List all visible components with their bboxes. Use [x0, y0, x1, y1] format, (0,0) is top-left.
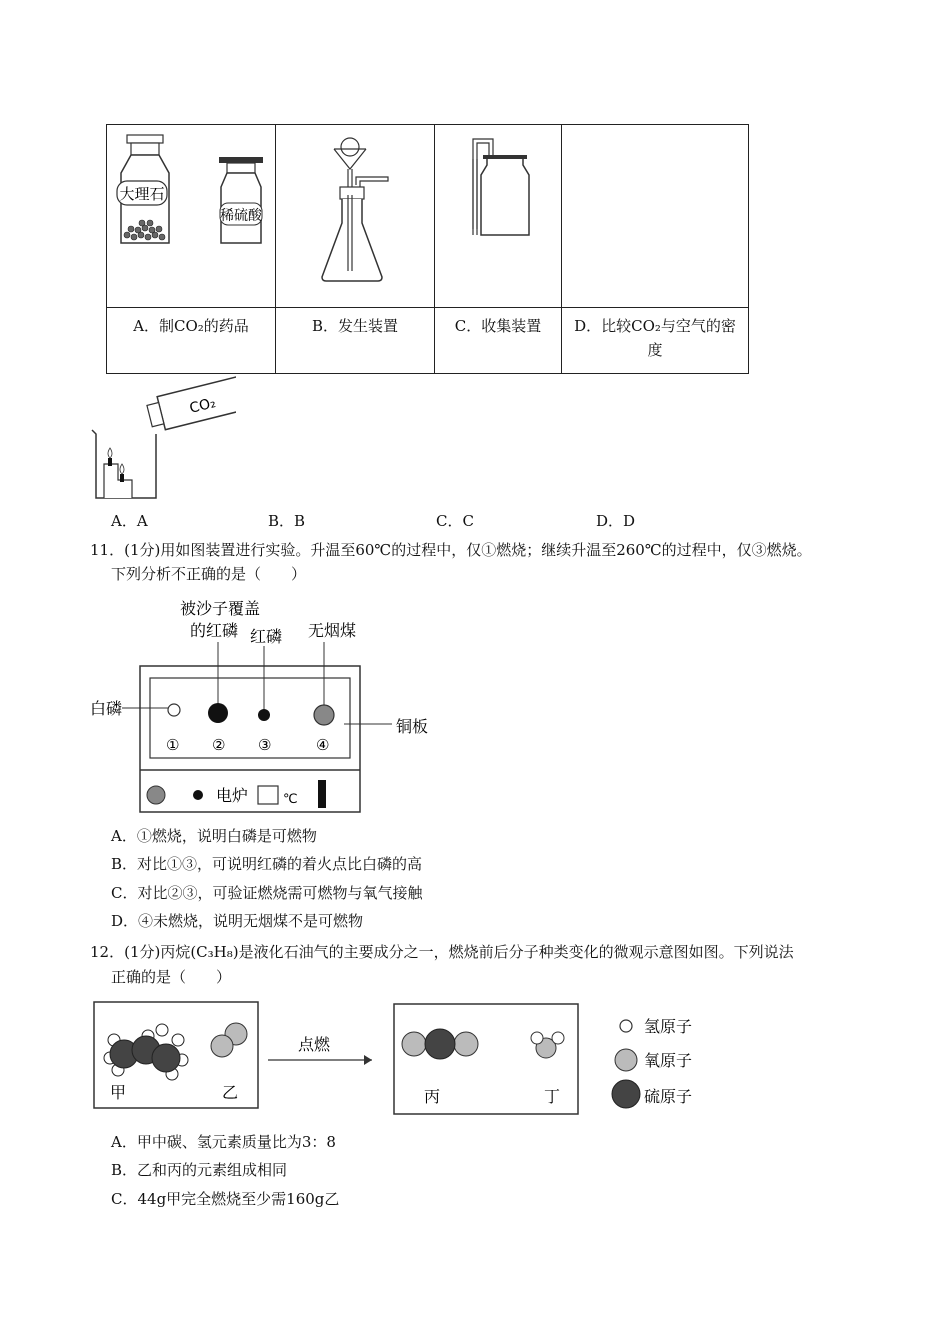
- covered-red-phosphorus-label-1: 被沙子覆盖: [180, 599, 261, 618]
- q10-cell-a-figure: [107, 125, 276, 308]
- position-4: ④: [316, 736, 330, 754]
- hydrogen-legend-label: 氢原子: [644, 1017, 693, 1036]
- marble-label: 大理石: [119, 185, 165, 203]
- acid-label: 稀硫酸: [220, 208, 262, 224]
- q10-option-d: D．D: [596, 512, 636, 530]
- q12-option-b: B．乙和丙的元素组成相同: [111, 1161, 288, 1179]
- sulfur-legend-label: 硫原子: [644, 1087, 693, 1106]
- hydrogen-legend-symbol: [620, 1020, 632, 1032]
- q12-stem-line2: 正确的是（ ）: [111, 968, 232, 986]
- furnace-switch: [318, 780, 326, 808]
- generation-apparatus-figure: [276, 125, 434, 303]
- red-phosphorus-sample: [258, 709, 270, 721]
- furnace-indicator: [193, 790, 203, 800]
- oxygen-legend-label: 氧原子: [644, 1051, 693, 1070]
- q11-stem-line2: 下列分析不正确的是（ ）: [111, 565, 307, 583]
- q10-option-b: B．B: [268, 512, 306, 530]
- q10-option-c: C．C: [436, 512, 474, 530]
- q10-options-table: [106, 124, 749, 374]
- q11-option-c: C．对比②③，可验证燃烧需可燃物与氧气接触: [111, 884, 423, 902]
- sulfur-legend-symbol: [612, 1080, 640, 1108]
- covered-red-phosphorus-label-2: 的红磷: [190, 621, 239, 640]
- oxygen-legend-symbol: [615, 1049, 637, 1071]
- q10-cell-c-figure: [435, 125, 562, 308]
- q10-cell-b-figure: [276, 125, 435, 308]
- furnace-knob: [147, 786, 165, 804]
- collection-apparatus-figure: [435, 125, 561, 303]
- q12-option-a: A．甲中碳、氢元素质量比为3：8: [111, 1133, 336, 1151]
- q11-stem-line1: 11．(1分)用如图装置进行实验。升温至60℃的过程中，仅①燃烧；继续升温至260℃的过程中，仅③燃烧。: [90, 541, 812, 559]
- co2-label: CO₂: [187, 394, 218, 417]
- combustion-apparatus-figure: [88, 594, 448, 816]
- q10-option-a: A．A: [111, 512, 148, 530]
- ignite-label: 点燃: [298, 1035, 331, 1054]
- white-phosphorus-label: 白磷: [90, 699, 123, 718]
- q11-option-a: A．①燃烧，说明白磷是可燃物: [111, 827, 317, 845]
- position-3: ③: [258, 736, 272, 754]
- q11-option-b: B．对比①③，可说明红磷的着火点比白磷的高: [111, 855, 423, 873]
- copper-plate-label: 铜板: [396, 717, 429, 736]
- reagent-bottles-figure: [107, 125, 275, 303]
- ding-label: 丁: [544, 1087, 561, 1106]
- covered-red-phosphorus-sample: [208, 703, 228, 723]
- celsius-symbol: ℃: [283, 792, 298, 807]
- temperature-display: [258, 786, 278, 804]
- jia-label: 甲: [110, 1083, 127, 1102]
- bing-label: 丙: [424, 1087, 441, 1106]
- q10-cell-d-figure: [562, 125, 749, 308]
- q10-cell-d-caption: D．比较CO₂与空气的密度: [562, 308, 749, 374]
- electric-furnace-label: 电炉: [216, 786, 249, 805]
- red-phosphorus-label: 红磷: [250, 627, 283, 646]
- position-2: ②: [212, 736, 226, 754]
- q10-cell-c-caption: C．收集装置: [435, 308, 562, 374]
- white-phosphorus-sample: [168, 704, 180, 716]
- co2-density-figure: [86, 374, 236, 504]
- q10-cell-a-caption: A．制CO₂的药品: [107, 308, 276, 374]
- anthracite-sample: [314, 705, 334, 725]
- anthracite-label: 无烟煤: [308, 621, 357, 640]
- q10-cell-b-caption: B．发生装置: [276, 308, 435, 374]
- molecular-reaction-diagram: [90, 998, 720, 1118]
- yi-label: 乙: [222, 1083, 239, 1102]
- position-1: ①: [166, 736, 180, 754]
- q12-stem-line1: 12．(1分)丙烷(C₃H₈)是液化石油气的主要成分之一，燃烧前后分子种类变化的微观示意图如图。下列说法: [90, 943, 794, 961]
- q12-option-c: C．44g甲完全燃烧至少需160g乙: [111, 1190, 340, 1208]
- q11-option-d: D．④未燃烧，说明无烟煤不是可燃物: [111, 912, 364, 930]
